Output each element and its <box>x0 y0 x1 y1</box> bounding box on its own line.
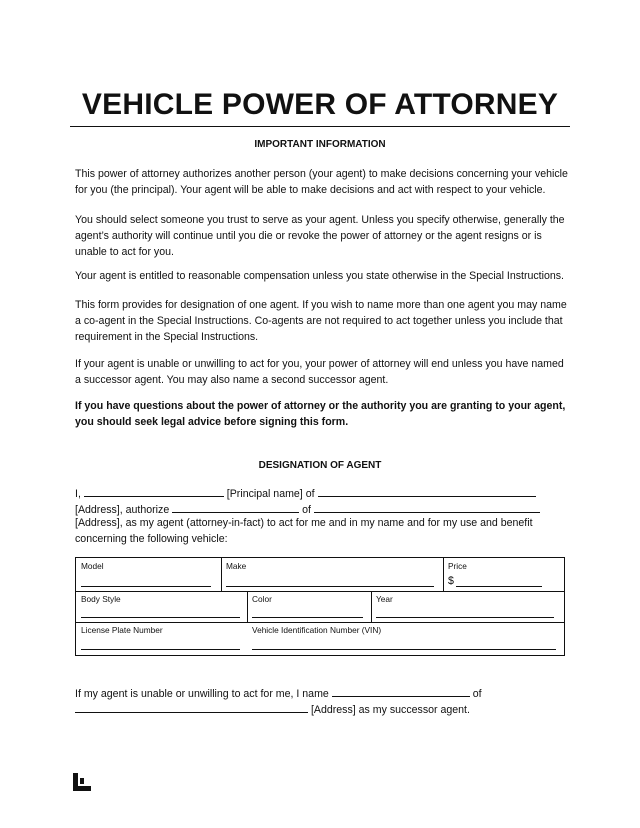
year-label: Year <box>376 594 393 604</box>
body-style-field-line[interactable] <box>81 617 240 618</box>
legal-advice-warning: If you have questions about the power of attorney or the authority you are granting to your agent, you should seek legal advice before signing this form. <box>75 400 566 428</box>
designation-i: I, <box>75 488 81 500</box>
vin-cell[interactable] <box>247 622 564 655</box>
document-title: VEHICLE POWER OF ATTORNEY <box>81 88 559 121</box>
license-plate-cell[interactable] <box>76 622 247 655</box>
agent-name-blank[interactable] <box>172 502 299 513</box>
successor-address-label: [Address] as my successor agent. <box>310 704 470 716</box>
agent-of-label: of <box>302 504 311 516</box>
successor-of-label: of <box>472 688 482 700</box>
year-cell[interactable] <box>371 591 564 622</box>
principal-name-label: [Principal name] of <box>226 488 315 500</box>
license-plate-field-line[interactable] <box>81 649 240 650</box>
price-field-line[interactable] <box>456 586 542 587</box>
title-underline <box>70 126 570 127</box>
dollar-sign: $ <box>448 575 454 587</box>
vehicle-details-table <box>75 557 565 656</box>
body-style-label: Body Style <box>81 594 121 604</box>
info-paragraph-4: This form provides for designation of one agent. If you wish to name more than one agent you may name a co-agent in the Special Instructions. Co-agents are not required to act together unless you include that requirement in the Special Instructions. <box>75 299 567 343</box>
designation-heading: DESIGNATION OF AGENT <box>258 460 382 471</box>
model-cell[interactable] <box>76 558 221 591</box>
brand-logo-icon <box>72 772 92 792</box>
price-cell[interactable] <box>443 558 564 591</box>
color-cell[interactable] <box>247 591 371 622</box>
successor-line-1 <box>75 686 570 702</box>
year-field-line[interactable] <box>376 617 554 618</box>
principal-name-blank[interactable] <box>84 486 224 497</box>
info-paragraph-1: This power of attorney authorizes another person (your agent) to make decisions concerning your vehicle for you (the principal). Your agent will be able to make decisions and act with respect to your vehicle. <box>75 168 568 196</box>
vin-field-line[interactable] <box>252 649 556 650</box>
color-label: Color <box>252 594 272 604</box>
authorize-label: [Address], authorize <box>75 504 170 516</box>
agent-address-blank[interactable] <box>314 502 540 513</box>
make-cell[interactable] <box>221 558 443 591</box>
important-info-heading: IMPORTANT INFORMATION <box>254 139 386 150</box>
successor-name-blank[interactable] <box>332 686 470 697</box>
info-paragraph-5: If your agent is unable or unwilling to act for you, your power of attorney will end unless you have named a successor agent. You may also name a second successor agent. <box>75 358 564 386</box>
model-field-line[interactable] <box>81 586 211 587</box>
body-style-cell[interactable] <box>76 591 247 622</box>
info-paragraph-3: Your agent is entitled to reasonable compensation unless you state otherwise in the Special Instructions. <box>75 270 564 282</box>
license-plate-label: License Plate Number <box>81 625 163 635</box>
successor-address-blank[interactable] <box>75 702 308 713</box>
model-label: Model <box>81 561 104 571</box>
designation-line-1 <box>75 486 570 502</box>
make-label: Make <box>226 561 247 571</box>
make-field-line[interactable] <box>226 586 434 587</box>
successor-line-2 <box>75 702 570 718</box>
color-field-line[interactable] <box>252 617 363 618</box>
info-paragraph-2: You should select someone you trust to serve as your agent. Unless you specify otherwise, generally the agent’s authority will continue until you die or revoke the power of attorney or the agent resigns or is unable to act for you. <box>75 214 565 258</box>
principal-address-blank[interactable] <box>318 486 536 497</box>
designation-agent-text: [Address], as my agent (attorney-in-fact) to act for me and in my name and for my use and benefit concerning the following vehicle: <box>75 517 533 545</box>
price-label: Price <box>448 561 467 571</box>
vin-label: Vehicle Identification Number (VIN) <box>252 625 382 635</box>
successor-intro: If my agent is unable or unwilling to act for me, I name <box>75 688 329 700</box>
